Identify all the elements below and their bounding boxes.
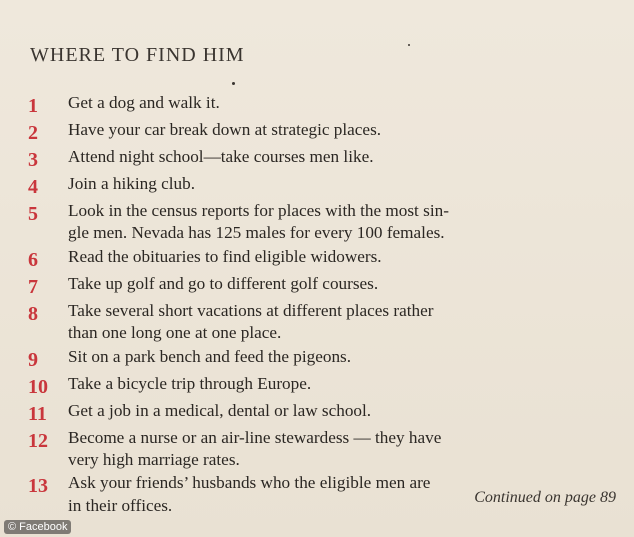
list-item [28,119,588,145]
list-item [28,346,588,372]
item-number: 9 [28,348,38,371]
item-text: Become a nurse or an air-line stewardess — they have very high marriage rates. [68,427,442,470]
item-number: 13 [28,475,48,498]
item-text: Take up golf and go to different golf courses. [68,273,379,293]
list-item [28,200,588,245]
tips-list [28,92,588,518]
item-text: Have your car break down at strategic places. [68,120,382,139]
item-text: Get a dog and walk it. [68,93,220,112]
item-number: 4 [28,176,38,198]
print-speck [408,44,410,46]
item-text: Get a job in a medical, dental or law school. [68,400,372,420]
list-item [28,273,588,299]
item-text: Take several short vacations at different places rather than one long one at one place. [68,300,434,343]
page-heading: WHERE TO FIND HIM [30,44,245,66]
list-item [28,146,588,172]
item-text: Join a hiking club. [68,174,195,193]
item-number: 5 [28,203,38,225]
item-number: 12 [28,429,48,452]
print-speck [232,82,235,85]
list-item [28,300,588,345]
list-item [28,173,588,199]
list-item [28,400,588,426]
list-item [28,92,588,118]
item-text: Take a bicycle trip through Europe. [68,373,312,393]
item-number: 8 [28,302,38,325]
item-number: 6 [28,248,38,271]
item-number: 7 [28,275,38,298]
list-item [28,373,588,399]
list-item [28,427,588,472]
item-number: 10 [28,375,48,398]
item-text: Sit on a park bench and feed the pigeons. [68,346,352,366]
item-text: Read the obituaries to find eligible widowers. [68,246,382,266]
item-number: 11 [28,402,47,425]
item-number: 3 [28,149,38,171]
item-text: Ask your friends’ husbands who the eligible men are in their offices. [68,473,431,515]
item-number: 1 [28,95,38,117]
continued-note: Continued on page 89 [474,489,616,506]
item-text: Look in the census reports for places with the most sin- gle men. Nevada has 125 males for every 100 females. [68,201,449,243]
facebook-watermark: © Facebook [4,520,71,534]
item-text: Attend night school—take courses men like. [68,147,374,166]
list-item [28,246,588,272]
item-number: 2 [28,122,38,144]
